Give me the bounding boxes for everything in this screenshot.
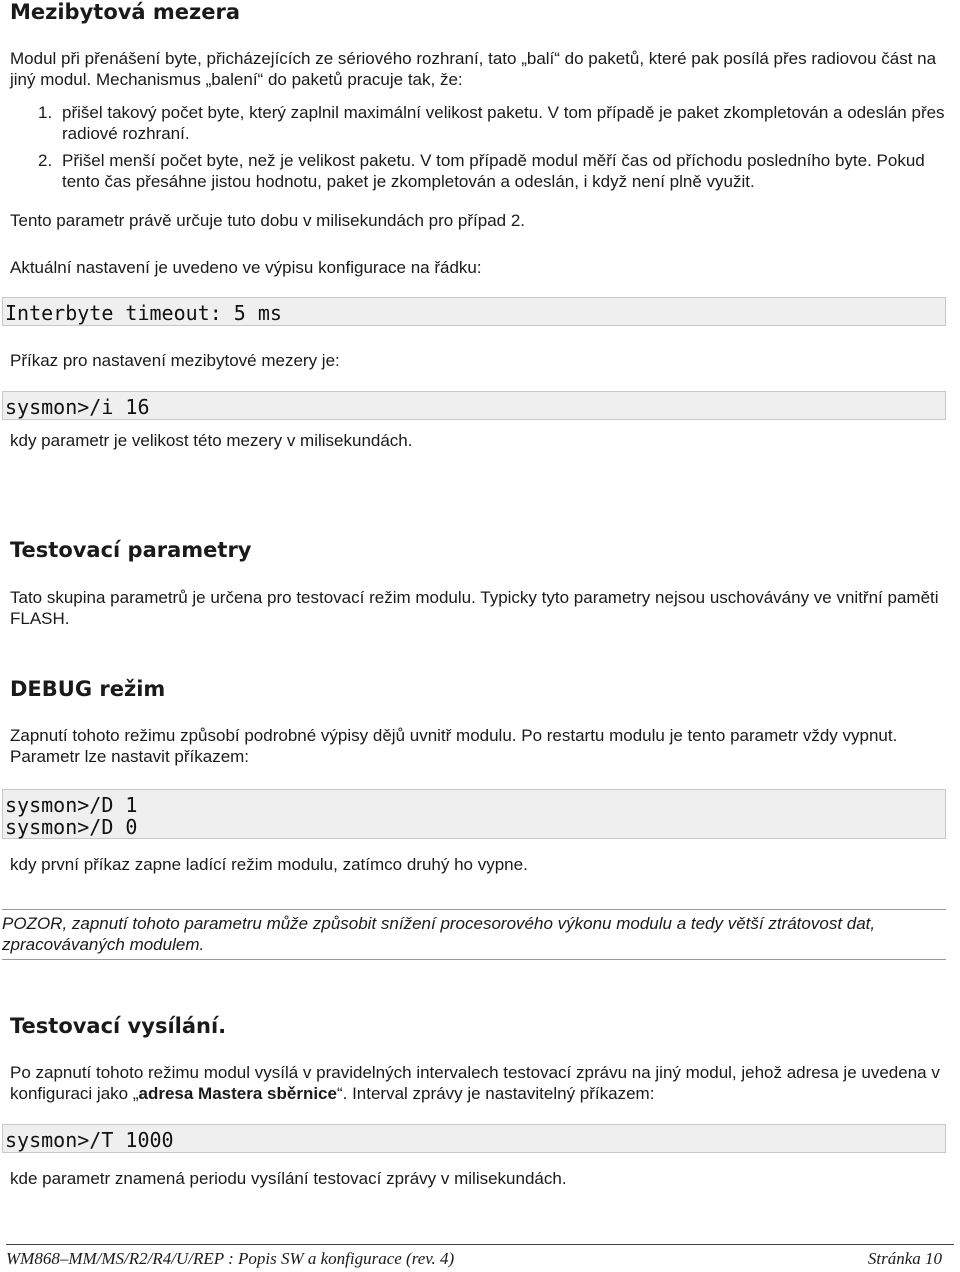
warning-note: POZOR, zapnutí tohoto parametru může způsobit snížení procesorového výkonu modulu a tedy větší ztrátovost dat, zpracovávaných modulem. xyxy=(2,909,946,960)
list-number: 2. xyxy=(38,151,53,170)
paragraph-parameter-description: kdy parametr je velikost této mezery v milisekundách. xyxy=(10,431,413,450)
heading-testovaci-vysilani: Testovací vysílání. xyxy=(10,1014,227,1038)
code-line: sysmon>/D 1 xyxy=(5,793,138,817)
paragraph-intro: Modul při přenášení byte, přicházejících ze sériového rozhraní, tato „balí“ do paketů, které pak posílá přes radiovou část na jiný modul. Mechanismus „balení“ do paketů pracuje tak, že: xyxy=(10,49,937,89)
code-block-command xyxy=(2,391,946,420)
paragraph-debug-intro: Zapnutí tohoto režimu způsobí podrobné výpisy dějů uvnitř modulu. Po restartu modulu je tento parametr vždy vypnut. Parametr lze nastavit příkazem: xyxy=(10,726,898,766)
heading-mezibytova-mezera: Mezibytová mezera xyxy=(10,0,241,24)
numbered-list xyxy=(10,102,954,198)
paragraph-current-setting: Aktuální nastavení je uvedeno ve výpisu konfigurace na řádku: xyxy=(10,258,482,277)
code-line: Interbyte timeout: 5 ms xyxy=(5,301,282,325)
list-item-text: přišel takový počet byte, který zaplnil maximální velikost paketu. V tom případě je paket zkompletován a odeslán přes radiové rozhraní. xyxy=(62,103,945,143)
list-item-text: Přišel menší počet byte, než je velikost paketu. V tom případě modul měří čas od příchodu posledního byte. Pokud tento čas přesáhne jistou hodnotu, paket je zkompletován a odeslán, i když není plně využit. xyxy=(62,151,925,191)
list-item xyxy=(10,150,954,192)
text-part: Po zapnutí tohoto režimu modul vysílá v pravidelných intervalech testovací zprávu na jiný modul, jehož adresa je uvedena v konfiguraci jako „ xyxy=(10,1063,940,1103)
bold-term: adresa Mastera sběrnice xyxy=(138,1084,337,1103)
code-line: sysmon>/i 16 xyxy=(5,395,150,419)
paragraph-command-intro: Příkaz pro nastavení mezibytové mezery je: xyxy=(10,351,340,370)
paragraph-parameter-meaning: Tento parametr právě určuje tuto dobu v milisekundách pro případ 2. xyxy=(10,211,526,230)
paragraph-test-parameters: Tato skupina parametrů je určena pro testovací režim modulu. Typicky tyto parametry nejsou uschovávány ve vnitřní paměti FLASH. xyxy=(10,588,939,628)
footer-document-title: WM868–MM/MS/R2/R4/U/REP : Popis SW a konfigurace (rev. 4) xyxy=(6,1249,455,1268)
page-footer xyxy=(6,1244,954,1269)
code-block-debug-commands xyxy=(2,789,946,839)
paragraph-period-description: kde parametr znamená periodu vysílání testovací zprávy v milisekundách. xyxy=(10,1169,567,1188)
code-block-test-command xyxy=(2,1124,946,1153)
text-part: “. Interval zprávy je nastavitelný příkazem: xyxy=(336,1084,655,1103)
paragraph-debug-explanation: kdy první příkaz zapne ladící režim modulu, zatímco druhý ho vypne. xyxy=(10,855,528,874)
code-block-config-line xyxy=(2,297,946,326)
list-number: 1. xyxy=(38,103,53,122)
list-item xyxy=(10,102,954,144)
paragraph-test-transmission xyxy=(10,1062,954,1104)
heading-testovaci-parametry: Testovací parametry xyxy=(10,538,252,562)
footer-page-number: Stránka 10 xyxy=(867,1249,942,1268)
code-line: sysmon>/T 1000 xyxy=(5,1128,174,1152)
heading-debug-rezim: DEBUG režim xyxy=(10,677,166,701)
code-line: sysmon>/D 0 xyxy=(5,815,138,839)
